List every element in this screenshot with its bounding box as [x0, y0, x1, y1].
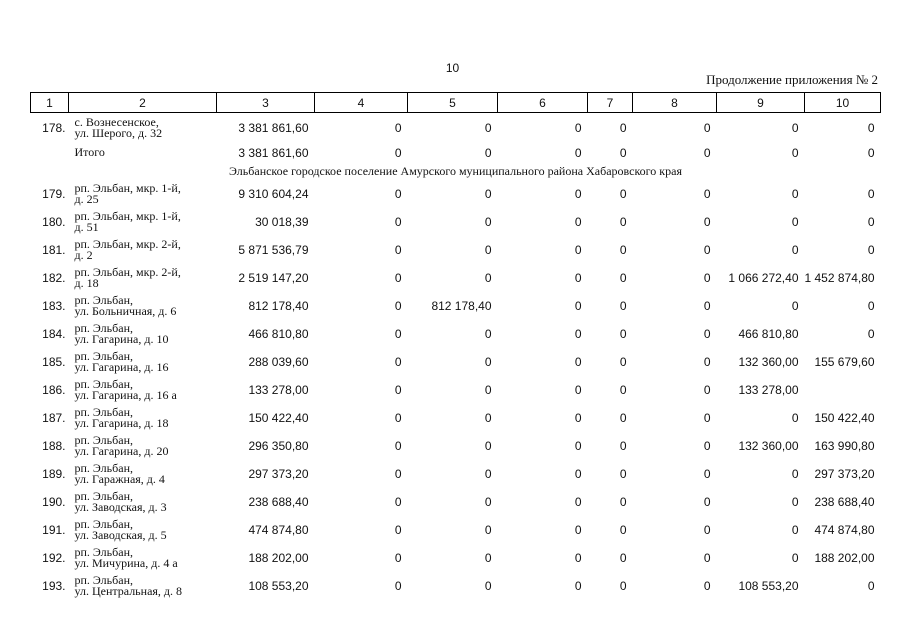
row-number: 192. [42, 551, 66, 565]
address-line-1: рп. Эльбан, мкр. 1-й, [74, 209, 181, 223]
col-5-value: 0 [484, 187, 492, 201]
col-6-value: 0 [574, 495, 582, 509]
total-col-7: 0 [619, 145, 627, 160]
total-col-6: 0 [574, 145, 582, 160]
address-line-1: рп. Эльбан, [74, 489, 133, 503]
col-7-value: 0 [619, 467, 627, 481]
col-8-value: 0 [703, 411, 711, 425]
col-10-value: 0 [867, 579, 875, 593]
address-line-2: д. 2 [74, 248, 93, 262]
col-4-value: 0 [394, 121, 402, 135]
address-line-2: ул. Гагарина, д. 18 [74, 416, 169, 430]
header-cell-6: 6 [498, 93, 588, 113]
address-cell [69, 488, 217, 516]
col-9-value: 0 [791, 121, 799, 135]
col-7-value: 0 [619, 579, 627, 593]
table-row [31, 432, 881, 460]
col-3-value: 2 519 147,20 [238, 271, 309, 285]
col-5-value: 0 [484, 243, 492, 257]
col-7-value: 0 [619, 243, 627, 257]
table-row [31, 404, 881, 432]
header-cell-2: 2 [69, 93, 217, 113]
address-line-1: рп. Эльбан, [74, 349, 133, 363]
total-col-10: 0 [867, 145, 875, 160]
address-line-1: рп. Эльбан, мкр. 2-й, [74, 237, 181, 251]
address-line-1: рп. Эльбан, [74, 433, 133, 447]
col-6-value: 0 [574, 467, 582, 481]
col-4-value: 0 [394, 467, 402, 481]
address-line-1: рп. Эльбан, [74, 405, 133, 419]
col-6-value: 0 [574, 551, 582, 565]
col-3-value: 9 310 604,24 [238, 187, 309, 201]
col-5-value: 0 [484, 467, 492, 481]
row-number: 178. [42, 121, 66, 135]
table-row [31, 348, 881, 376]
table-body [31, 113, 881, 601]
header-cell-5: 5 [408, 93, 498, 113]
col-7-value: 0 [619, 523, 627, 537]
col-10-value: 188 202,00 [814, 551, 875, 565]
address-cell [69, 264, 217, 292]
col-5-value: 0 [484, 579, 492, 593]
col-4-value: 0 [394, 411, 402, 425]
col-10-value: 0 [867, 243, 875, 257]
col-3-value: 133 278,00 [248, 383, 309, 397]
table-row [31, 544, 881, 572]
col-8-value: 0 [703, 495, 711, 509]
col-10-value: 0 [867, 327, 875, 341]
address-line-1: рп. Эльбан, [74, 517, 133, 531]
col-3-value: 812 178,40 [248, 299, 309, 313]
col-6-value: 0 [574, 243, 582, 257]
data-table [30, 92, 881, 600]
table-row [31, 572, 881, 600]
col-6-value: 0 [574, 187, 582, 201]
col-4-value: 0 [394, 551, 402, 565]
address-cell [69, 180, 217, 208]
col-9-value: 0 [791, 215, 799, 229]
col-6-value: 0 [574, 215, 582, 229]
address-cell [69, 404, 217, 432]
col-3-value: 188 202,00 [248, 551, 309, 565]
header-row [31, 93, 881, 113]
page-number: 10 [445, 61, 460, 75]
col-10-value: 238 688,40 [814, 495, 875, 509]
col-4-value: 0 [394, 187, 402, 201]
col-3-value: 288 039,60 [248, 355, 309, 369]
col-10-value: 150 422,40 [814, 411, 875, 425]
col-9-value: 132 360,00 [738, 439, 799, 453]
col-5-value: 0 [484, 439, 492, 453]
col-4-value: 0 [394, 299, 402, 313]
address-line-1: рп. Эльбан, [74, 461, 133, 475]
col-5-value: 0 [484, 383, 492, 397]
section-row [31, 162, 881, 180]
total-col-9: 0 [791, 145, 799, 160]
header-cell-1: 1 [31, 93, 69, 113]
header-cell-10: 10 [805, 93, 881, 113]
col-10-value: 163 990,80 [814, 439, 875, 453]
col-5-value: 0 [484, 523, 492, 537]
col-7-value: 0 [619, 187, 627, 201]
row-number: 179. [42, 187, 66, 201]
col-4-value: 0 [394, 439, 402, 453]
col-10-value: 474 874,80 [814, 523, 875, 537]
col-6-value: 0 [574, 355, 582, 369]
col-6-value: 0 [574, 327, 582, 341]
col-6-value: 0 [574, 439, 582, 453]
col-6-value: 0 [574, 121, 582, 135]
col-7-value: 0 [619, 495, 627, 509]
col-4-value: 0 [394, 243, 402, 257]
col-7-value: 0 [619, 121, 627, 135]
col-4-value: 0 [394, 579, 402, 593]
row-number: 193. [42, 579, 66, 593]
col-8-value: 0 [703, 551, 711, 565]
total-label: Итого [74, 145, 105, 159]
col-9-value: 132 360,00 [738, 355, 799, 369]
col-8-value: 0 [703, 383, 711, 397]
section-title: Эльбанское городское поселение Амурского муниципального района Хабаровского края [229, 163, 682, 178]
col-8-value: 0 [703, 439, 711, 453]
row-number: 188. [42, 439, 66, 453]
col-8-value: 0 [703, 579, 711, 593]
col-5-value: 0 [484, 327, 492, 341]
address-line-1: рп. Эльбан, [74, 293, 133, 307]
col-9-value: 0 [791, 551, 799, 565]
address-line-1: рп. Эльбан, [74, 545, 133, 559]
row-number: 182. [42, 271, 66, 285]
col-3-value: 150 422,40 [248, 411, 309, 425]
address-line-2: ул. Заводская, д. 3 [74, 500, 167, 514]
row-number: 183. [42, 299, 66, 313]
col-3-value: 296 350,80 [248, 439, 309, 453]
address-line-1: рп. Эльбан, [74, 321, 133, 335]
col-10-value: 1 452 874,80 [804, 271, 875, 285]
row-number: 185. [42, 355, 66, 369]
col-8-value: 0 [703, 121, 711, 135]
col-7-value: 0 [619, 411, 627, 425]
header-cell-8: 8 [633, 93, 717, 113]
col-4-value: 0 [394, 383, 402, 397]
table-row [31, 208, 881, 236]
address-line-2: д. 51 [74, 220, 99, 234]
table-row [31, 488, 881, 516]
address-cell [69, 432, 217, 460]
col-7-value: 0 [619, 327, 627, 341]
row-number: 186. [42, 383, 66, 397]
col-5-value: 0 [484, 411, 492, 425]
address-cell [69, 376, 217, 404]
address-line-1: рп. Эльбан, мкр. 1-й, [74, 181, 181, 195]
col-8-value: 0 [703, 523, 711, 537]
col-6-value: 0 [574, 411, 582, 425]
header-cell-9: 9 [717, 93, 805, 113]
col-9-value: 0 [791, 243, 799, 257]
col-10-value: 0 [867, 121, 875, 135]
col-4-value: 0 [394, 215, 402, 229]
col-8-value: 0 [703, 215, 711, 229]
address-line-1: с. Вознесенское, [74, 115, 159, 129]
table-row [31, 292, 881, 320]
address-cell [69, 460, 217, 488]
header-cell-3: 3 [217, 93, 315, 113]
row-number: 187. [42, 411, 66, 425]
col-10-value: 0 [867, 215, 875, 229]
col-8-value: 0 [703, 271, 711, 285]
col-7-value: 0 [619, 215, 627, 229]
col-8-value: 0 [703, 243, 711, 257]
col-9-value: 466 810,80 [738, 327, 799, 341]
col-6-value: 0 [574, 579, 582, 593]
table-row [31, 264, 881, 292]
col-6-value: 0 [574, 523, 582, 537]
address-line-2: ул. Центральная, д. 8 [74, 584, 183, 598]
col-8-value: 0 [703, 467, 711, 481]
address-line-2: ул. Гагарина, д. 16 а [74, 388, 177, 402]
col-9-value: 0 [791, 411, 799, 425]
address-cell [69, 572, 217, 600]
col-9-value: 0 [791, 495, 799, 509]
address-line-2: д. 25 [74, 192, 99, 206]
address-cell [69, 544, 217, 572]
col-9-value: 0 [791, 523, 799, 537]
col-3-value: 108 553,20 [248, 579, 309, 593]
col-5-value: 0 [484, 495, 492, 509]
col-5-value: 0 [484, 215, 492, 229]
col-9-value: 133 278,00 [738, 383, 799, 397]
col-3-value: 3 381 861,60 [238, 121, 309, 135]
table-row [31, 320, 881, 348]
address-line-1: рп. Эльбан, [74, 377, 133, 391]
table-row [31, 516, 881, 544]
table-row [31, 376, 881, 404]
col-10-value: 297 373,20 [814, 467, 875, 481]
table-row [31, 180, 881, 208]
col-5-value: 0 [484, 551, 492, 565]
table-header [31, 93, 881, 113]
col-10-value [805, 376, 881, 404]
address-cell [69, 236, 217, 264]
col-3-value: 474 874,80 [248, 523, 309, 537]
address-cell [69, 292, 217, 320]
appendix-note: Продолжение приложения № 2 [706, 72, 878, 87]
table-row [31, 113, 881, 144]
col-3-value: 30 018,39 [255, 215, 309, 229]
col-6-value: 0 [574, 271, 582, 285]
col-3-value: 238 688,40 [248, 495, 309, 509]
col-3-value: 297 373,20 [248, 467, 309, 481]
row-number: 180. [42, 215, 66, 229]
col-4-value: 0 [394, 327, 402, 341]
address-cell [69, 516, 217, 544]
address-cell [69, 348, 217, 376]
col-5-value: 0 [484, 355, 492, 369]
col-10-value: 155 679,60 [814, 355, 875, 369]
col-9-value: 0 [791, 187, 799, 201]
col-7-value: 0 [619, 383, 627, 397]
address-cell [69, 113, 217, 144]
col-8-value: 0 [703, 187, 711, 201]
col-7-value: 0 [619, 299, 627, 313]
address-line-2: ул. Больничная, д. 6 [74, 304, 177, 318]
col-7-value: 0 [619, 355, 627, 369]
col-4-value: 0 [394, 523, 402, 537]
address-line-2: д. 18 [74, 276, 99, 290]
row-number: 181. [42, 243, 66, 257]
col-3-value: 5 871 536,79 [238, 243, 309, 257]
address-line-1: рп. Эльбан, [74, 573, 133, 587]
col-5-value: 812 178,40 [431, 299, 492, 313]
row-number: 184. [42, 327, 66, 341]
address-line-2: ул. Мичурина, д. 4 а [74, 556, 178, 570]
total-col-3: 3 381 861,60 [238, 145, 309, 160]
col-10-value: 0 [867, 299, 875, 313]
col-10-value: 0 [867, 187, 875, 201]
row-number: 190. [42, 495, 66, 509]
total-col-8: 0 [703, 145, 711, 160]
header-cell-4: 4 [315, 93, 408, 113]
address-line-1: рп. Эльбан, мкр. 2-й, [74, 265, 181, 279]
col-7-value: 0 [619, 551, 627, 565]
address-line-2: ул. Гагарина, д. 20 [74, 444, 169, 458]
address-line-2: ул. Гаражная, д. 4 [74, 472, 165, 486]
total-col-4: 0 [394, 145, 402, 160]
col-4-value: 0 [394, 355, 402, 369]
col-9-value: 0 [791, 299, 799, 313]
col-8-value: 0 [703, 299, 711, 313]
address-cell [69, 320, 217, 348]
row-number: 191. [42, 523, 66, 537]
table-row [31, 460, 881, 488]
col-7-value: 0 [619, 271, 627, 285]
col-9-value: 108 553,20 [738, 579, 799, 593]
total-row [31, 143, 881, 162]
total-col-5: 0 [484, 145, 492, 160]
address-cell [69, 208, 217, 236]
col-5-value: 0 [484, 121, 492, 135]
col-4-value: 0 [394, 495, 402, 509]
col-9-value: 0 [791, 467, 799, 481]
col-9-value: 1 066 272,40 [728, 271, 799, 285]
col-6-value: 0 [574, 383, 582, 397]
address-line-2: ул. Гагарина, д. 16 [74, 360, 169, 374]
col-7-value: 0 [619, 439, 627, 453]
col-3-value: 466 810,80 [248, 327, 309, 341]
address-line-2: ул. Шерого, д. 32 [74, 126, 163, 140]
col-4-value: 0 [394, 271, 402, 285]
col-8-value: 0 [703, 355, 711, 369]
address-line-2: ул. Заводская, д. 5 [74, 528, 167, 542]
address-line-2: ул. Гагарина, д. 10 [74, 332, 169, 346]
col-8-value: 0 [703, 327, 711, 341]
col-6-value: 0 [574, 299, 582, 313]
total-row-number [31, 143, 69, 162]
row-number: 189. [42, 467, 66, 481]
header-cell-7: 7 [588, 93, 633, 113]
col-5-value: 0 [484, 271, 492, 285]
table-row [31, 236, 881, 264]
